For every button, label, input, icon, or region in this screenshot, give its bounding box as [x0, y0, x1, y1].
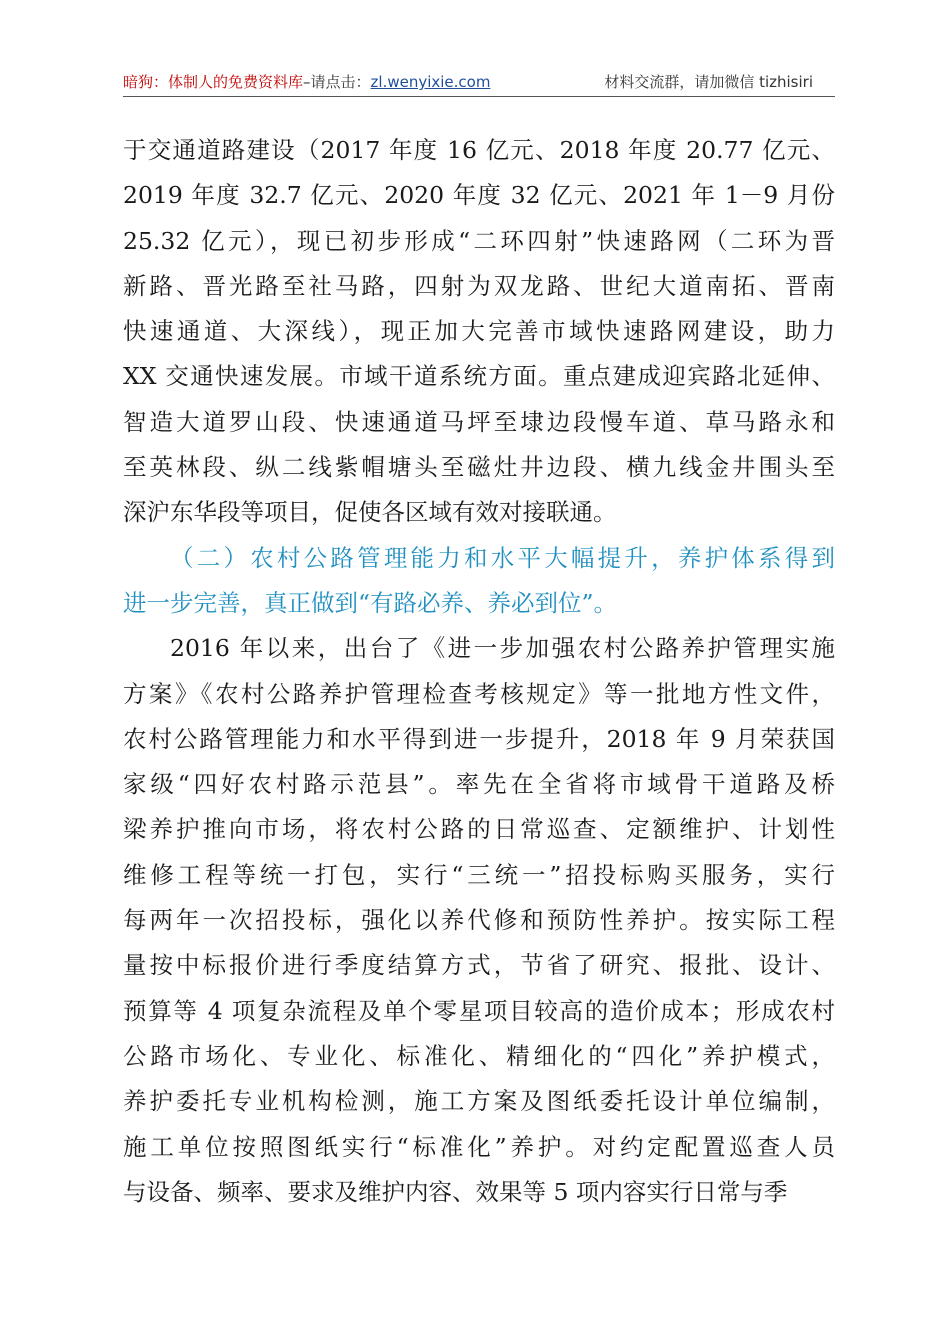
text-line: 维修工程等统一打包，实行“三统一”招投标购买服务，实行 [123, 860, 835, 889]
text-line: 量按中标报价进行季度结算方式，节省了研究、报批、设计、 [123, 951, 835, 980]
text-line: 于交通道路建设（2017 年度 16 亿元、2018 年度 20.77 亿元、 [123, 136, 835, 164]
text-line: 进一步完善，真正做到“有路必养、养必到位”。 [123, 588, 618, 617]
text-line: 与设备、频率、要求及维护内容、效果等 5 项内容实行日常与季 [123, 1177, 788, 1206]
header-prompt: –请点击： [303, 73, 371, 91]
text-line: 快速通道、大深线），现正加大完善市域快速路网建设，助力 [123, 317, 835, 346]
text-line: 家级“四好农村路示范县”。率先在全省将市域骨干道路及桥 [123, 770, 835, 799]
text-line: （二）农村公路管理能力和水平大幅提升，养护体系得到 [170, 543, 835, 572]
text-line: 25.32 亿元），现已初步形成“二环四射”快速路网（二环为晋 [123, 226, 835, 255]
text-line: 预算等 4 项复杂流程及单个零星项目较高的造价成本；形成农村 [123, 996, 835, 1025]
text-line: XX 交通快速发展。市域干道系统方面。重点建成迎宾路北延伸、 [123, 362, 835, 391]
page-header [123, 66, 835, 98]
text-line: 公路市场化、专业化、标准化、精细化的“四化”养护模式， [123, 1041, 835, 1070]
text-line: 2016 年以来，出台了《进一步加强农村公路养护管理实施 [170, 634, 835, 663]
body-paragraph [123, 626, 835, 1215]
body-paragraph [123, 128, 835, 536]
text-line: 每两年一次招投标，强化以养代修和预防性养护。按实际工程 [123, 906, 835, 935]
text-line: 梁养护推向市场，将农村公路的日常巡查、定额维护、计划性 [123, 815, 835, 844]
header-divider [123, 96, 835, 97]
text-line: 智造大道罗山段、快速通道马坪至埭边段慢车道、草马路永和 [123, 407, 835, 436]
text-line: 新路、晋光路至社马路，四射为双龙路、世纪大道南拓、晋南 [123, 271, 835, 300]
text-line: 2019 年度 32.7 亿元、2020 年度 32 亿元、2021 年 1－9 月份 [123, 181, 835, 210]
section-heading [123, 536, 835, 627]
text-line: 方案》《农村公路养护管理检查考核规定》等一批地方性文件， [123, 679, 835, 708]
text-line: 养护委托专业机构检测，施工方案及图纸委托设计单位编制， [123, 1087, 835, 1116]
text-line: 施工单位按照图纸实行“标准化”养护。对约定配置巡查人员 [123, 1132, 835, 1161]
text-line: 深沪东华段等项目，促使各区域有效对接联通。 [123, 498, 617, 527]
text-line: 至英林段、纵二线紫帽塘头至磁灶井边段、横九线金井围头至 [123, 453, 835, 482]
text-line: 农村公路管理能力和水平得到进一步提升，2018 年 9 月荣获国 [123, 724, 835, 753]
header-contact: 材料交流群，请加微信 tizhisiri [604, 73, 813, 91]
header-brand: 暗狗：体制人的免费资料库 [123, 73, 304, 91]
header-link[interactable]: zl.wenyixie.com [370, 73, 491, 91]
document-body [123, 128, 835, 1215]
